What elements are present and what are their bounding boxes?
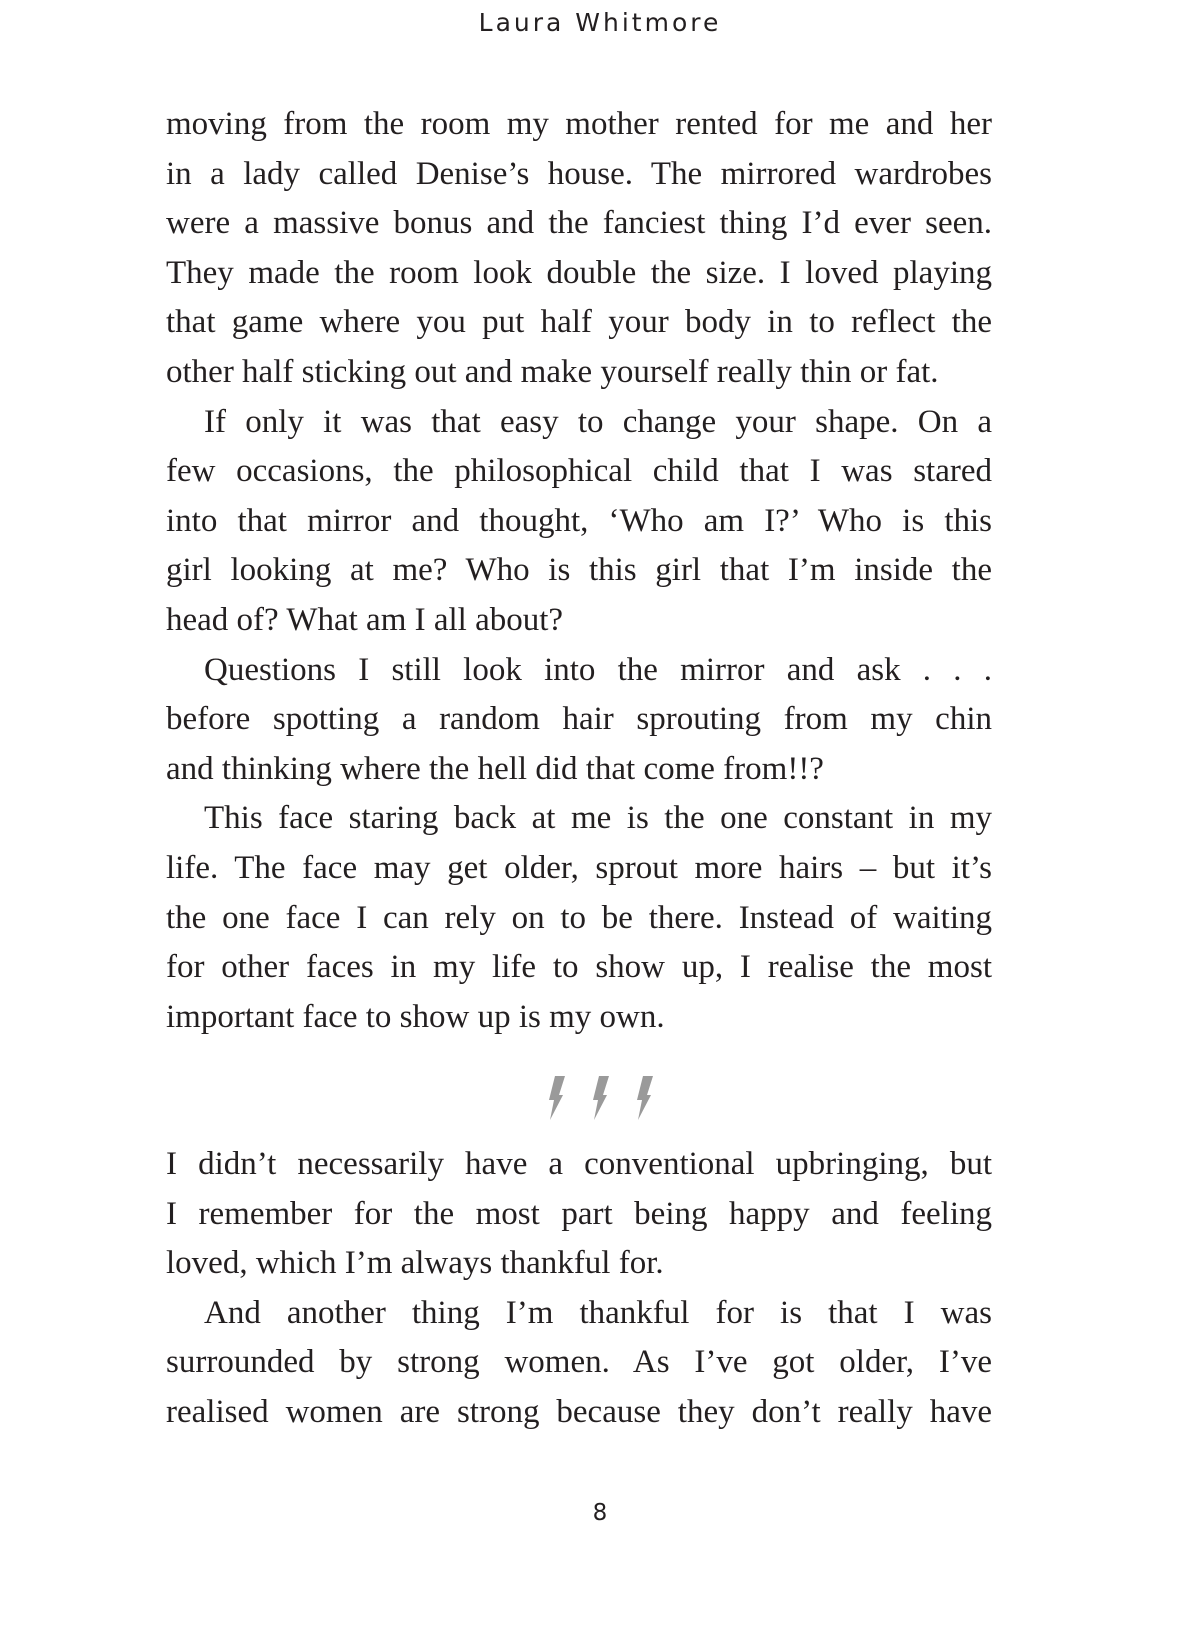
text-line: They made the room look double the size. I loved playing bbox=[166, 254, 992, 291]
text-line: I didn’t necessarily have a conventional upbringing, but bbox=[166, 1146, 992, 1182]
text-line: This face staring back at me is the one constant in my bbox=[204, 800, 992, 837]
text-line: few occasions, the philosophical child that I was stared bbox=[166, 453, 992, 490]
lightning-bolt-icon bbox=[633, 1075, 655, 1121]
text-line: moving from the room my mother rented for me and her bbox=[166, 106, 992, 142]
lightning-bolt-icon bbox=[545, 1075, 567, 1121]
lightning-bolt-icon bbox=[589, 1075, 611, 1121]
text-line: loved, which I’m always thankful for. bbox=[166, 1245, 664, 1282]
text-line: that game where you put half your body in to reflect the bbox=[166, 304, 992, 341]
section-2-text bbox=[166, 1140, 992, 1438]
text-line: surrounded by strong women. As I’ve got older, I’ve bbox=[166, 1344, 992, 1381]
text-line: were a massive bonus and the fanciest thing I’d ever seen. bbox=[166, 205, 992, 242]
text-line: important face to show up is my own. bbox=[166, 998, 665, 1035]
running-head: Laura Whitmore bbox=[478, 8, 722, 37]
text-line: life. The face may get older, sprout more hairs – but it’s bbox=[166, 849, 992, 886]
text-line: into that mirror and thought, ‘Who am I?’ Who is this bbox=[166, 502, 992, 539]
text-line: If only it was that easy to change your shape. On a bbox=[204, 403, 992, 440]
text-line: the one face I can rely on to be there. Instead of waiting bbox=[166, 899, 992, 936]
text-line: and thinking where the hell did that come from!!? bbox=[166, 750, 824, 787]
page-number: 8 bbox=[592, 1500, 608, 1526]
section-1-text bbox=[166, 100, 992, 1042]
section-break-ornament bbox=[0, 1075, 1200, 1121]
text-line: before spotting a random hair sprouting from my chin bbox=[166, 701, 992, 738]
text-line: I remember for the most part being happy and feeling bbox=[166, 1195, 992, 1232]
text-line: Questions I still look into the mirror and ask . . . bbox=[204, 651, 992, 688]
text-line: girl looking at me? Who is this girl that I’m inside the bbox=[166, 552, 992, 589]
text-line: for other faces in my life to show up, I realise the most bbox=[166, 949, 992, 986]
text-line: head of? What am I all about? bbox=[166, 601, 564, 638]
text-line: in a lady called Denise’s house. The mirrored wardrobes bbox=[166, 155, 992, 192]
text-line: And another thing I’m thankful for is that I was bbox=[204, 1294, 992, 1331]
text-line: realised women are strong because they don’t really have bbox=[166, 1393, 992, 1430]
text-line: other half sticking out and make yourself really thin or fat. bbox=[166, 353, 939, 390]
